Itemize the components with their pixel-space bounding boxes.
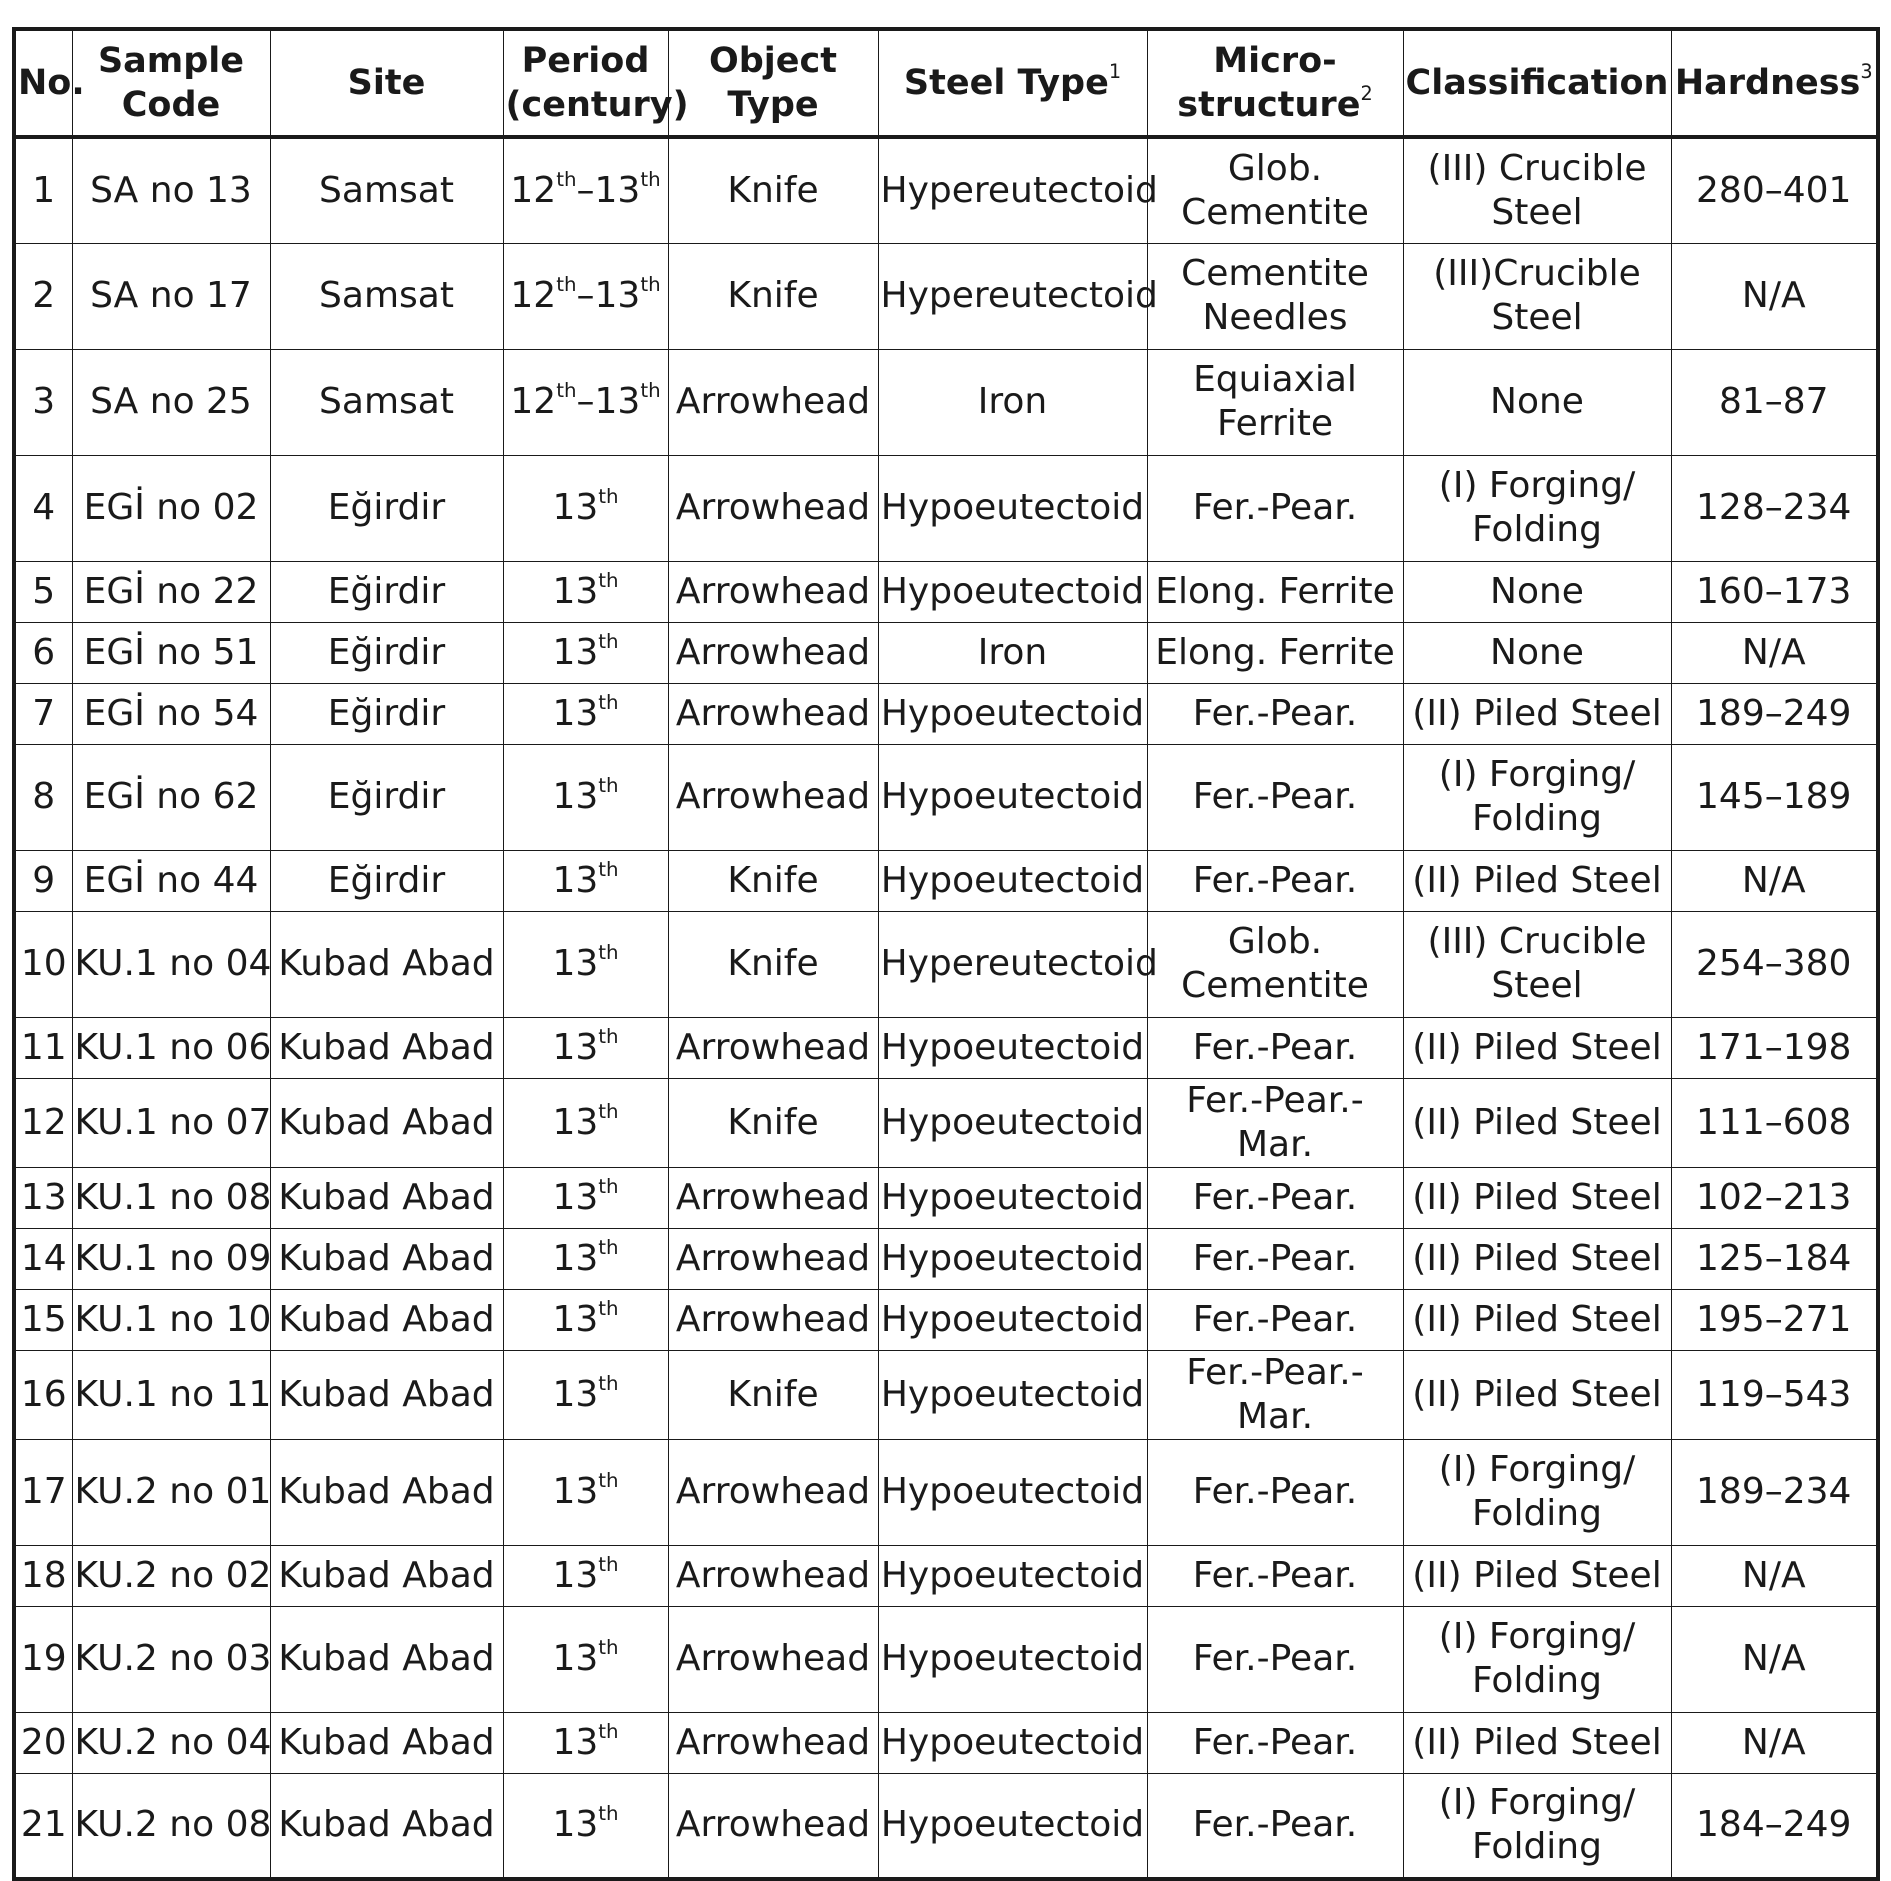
cell-hardness: 195–271 bbox=[1671, 1289, 1878, 1350]
cell-microstructure: Fer.-Pear. bbox=[1147, 1167, 1403, 1228]
cell-steel-type: Hypoeutectoid bbox=[878, 1712, 1147, 1773]
cell-period: 13th bbox=[503, 1078, 668, 1167]
cell-object-type: Arrowhead bbox=[668, 622, 878, 683]
cell-no: 2 bbox=[14, 243, 72, 349]
header-period: Period (century) bbox=[503, 29, 668, 137]
cell-site: Samsat bbox=[270, 137, 503, 243]
cell-hardness: N/A bbox=[1671, 1712, 1878, 1773]
table-row bbox=[14, 683, 1878, 744]
cell-period: 12th–13th bbox=[503, 137, 668, 243]
cell-classification: None bbox=[1403, 349, 1671, 455]
cell-period: 12th–13th bbox=[503, 349, 668, 455]
cell-classification: (II) Piled Steel bbox=[1403, 1078, 1671, 1167]
cell-microstructure: Fer.-Pear. bbox=[1147, 1228, 1403, 1289]
cell-microstructure: Cementite Needles bbox=[1147, 243, 1403, 349]
cell-no: 8 bbox=[14, 744, 72, 850]
cell-object-type: Arrowhead bbox=[668, 455, 878, 561]
cell-site: Kubad Abad bbox=[270, 1078, 503, 1167]
cell-no: 12 bbox=[14, 1078, 72, 1167]
cell-period: 12th–13th bbox=[503, 243, 668, 349]
cell-steel-type: Iron bbox=[878, 349, 1147, 455]
table-row bbox=[14, 850, 1878, 911]
cell-site: Kubad Abad bbox=[270, 1167, 503, 1228]
cell-classification: (I) Forging/ Folding bbox=[1403, 1773, 1671, 1879]
table-row bbox=[14, 243, 1878, 349]
cell-site: Eğirdir bbox=[270, 561, 503, 622]
cell-hardness: 189–249 bbox=[1671, 683, 1878, 744]
cell-sample-code: KU.2 no 03 bbox=[72, 1606, 270, 1712]
cell-microstructure: Glob. Cementite bbox=[1147, 911, 1403, 1017]
cell-microstructure: Fer.-Pear. bbox=[1147, 1017, 1403, 1078]
cell-classification: (II) Piled Steel bbox=[1403, 1017, 1671, 1078]
cell-period: 13th bbox=[503, 1773, 668, 1879]
cell-period: 13th bbox=[503, 1712, 668, 1773]
cell-no: 4 bbox=[14, 455, 72, 561]
cell-no: 3 bbox=[14, 349, 72, 455]
header-classification: Classification bbox=[1403, 29, 1671, 137]
header-no: No. bbox=[14, 29, 72, 137]
cell-steel-type: Hypoeutectoid bbox=[878, 1439, 1147, 1545]
cell-object-type: Knife bbox=[668, 137, 878, 243]
table-row bbox=[14, 1712, 1878, 1773]
cell-microstructure: Fer.-Pear. bbox=[1147, 455, 1403, 561]
cell-period: 13th bbox=[503, 911, 668, 1017]
cell-hardness: 189–234 bbox=[1671, 1439, 1878, 1545]
cell-sample-code: SA no 25 bbox=[72, 349, 270, 455]
cell-classification: (II) Piled Steel bbox=[1403, 1545, 1671, 1606]
table-row bbox=[14, 455, 1878, 561]
cell-no: 11 bbox=[14, 1017, 72, 1078]
cell-no: 15 bbox=[14, 1289, 72, 1350]
cell-site: Samsat bbox=[270, 243, 503, 349]
cell-microstructure: Elong. Ferrite bbox=[1147, 561, 1403, 622]
cell-classification: (III) Crucible Steel bbox=[1403, 911, 1671, 1017]
cell-hardness: 171–198 bbox=[1671, 1017, 1878, 1078]
cell-period: 13th bbox=[503, 1167, 668, 1228]
cell-object-type: Arrowhead bbox=[668, 1773, 878, 1879]
cell-classification: (III) Crucible Steel bbox=[1403, 137, 1671, 243]
cell-period: 13th bbox=[503, 683, 668, 744]
cell-hardness: N/A bbox=[1671, 850, 1878, 911]
cell-period: 13th bbox=[503, 1350, 668, 1439]
cell-site: Eğirdir bbox=[270, 455, 503, 561]
table-row bbox=[14, 561, 1878, 622]
cell-hardness: 254–380 bbox=[1671, 911, 1878, 1017]
cell-steel-type: Hypoeutectoid bbox=[878, 1017, 1147, 1078]
table-body bbox=[14, 137, 1878, 1879]
cell-sample-code: SA no 17 bbox=[72, 243, 270, 349]
cell-classification: (I) Forging/ Folding bbox=[1403, 1606, 1671, 1712]
cell-object-type: Knife bbox=[668, 1078, 878, 1167]
cell-sample-code: EGİ no 22 bbox=[72, 561, 270, 622]
cell-object-type: Arrowhead bbox=[668, 1167, 878, 1228]
cell-steel-type: Hypereutectoid bbox=[878, 137, 1147, 243]
cell-classification: (II) Piled Steel bbox=[1403, 1167, 1671, 1228]
cell-steel-type: Hypoeutectoid bbox=[878, 455, 1147, 561]
cell-no: 5 bbox=[14, 561, 72, 622]
cell-sample-code: KU.1 no 11 bbox=[72, 1350, 270, 1439]
cell-microstructure: Fer.-Pear. bbox=[1147, 1439, 1403, 1545]
cell-sample-code: KU.1 no 04 bbox=[72, 911, 270, 1017]
cell-classification: None bbox=[1403, 622, 1671, 683]
cell-sample-code: SA no 13 bbox=[72, 137, 270, 243]
cell-period: 13th bbox=[503, 561, 668, 622]
cell-classification: (III)Crucible Steel bbox=[1403, 243, 1671, 349]
cell-microstructure: Fer.-Pear. bbox=[1147, 744, 1403, 850]
table-row bbox=[14, 349, 1878, 455]
cell-steel-type: Hypoeutectoid bbox=[878, 1606, 1147, 1712]
cell-classification: None bbox=[1403, 561, 1671, 622]
cell-sample-code: KU.1 no 06 bbox=[72, 1017, 270, 1078]
cell-hardness: 184–249 bbox=[1671, 1773, 1878, 1879]
table-row bbox=[14, 1289, 1878, 1350]
cell-sample-code: KU.1 no 10 bbox=[72, 1289, 270, 1350]
cell-no: 13 bbox=[14, 1167, 72, 1228]
cell-sample-code: KU.2 no 02 bbox=[72, 1545, 270, 1606]
cell-hardness: 125–184 bbox=[1671, 1228, 1878, 1289]
cell-object-type: Arrowhead bbox=[668, 1228, 878, 1289]
cell-hardness: N/A bbox=[1671, 1606, 1878, 1712]
cell-site: Kubad Abad bbox=[270, 1773, 503, 1879]
cell-object-type: Arrowhead bbox=[668, 744, 878, 850]
cell-sample-code: EGİ no 51 bbox=[72, 622, 270, 683]
cell-steel-type: Hypoeutectoid bbox=[878, 744, 1147, 850]
cell-hardness: 128–234 bbox=[1671, 455, 1878, 561]
cell-microstructure: Fer.-Pear. bbox=[1147, 1712, 1403, 1773]
cell-period: 13th bbox=[503, 1228, 668, 1289]
cell-microstructure: Glob. Cementite bbox=[1147, 137, 1403, 243]
table-row bbox=[14, 137, 1878, 243]
cell-steel-type: Hypoeutectoid bbox=[878, 1289, 1147, 1350]
cell-period: 13th bbox=[503, 1545, 668, 1606]
cell-period: 13th bbox=[503, 455, 668, 561]
cell-hardness: 119–543 bbox=[1671, 1350, 1878, 1439]
cell-site: Kubad Abad bbox=[270, 1712, 503, 1773]
cell-site: Kubad Abad bbox=[270, 1350, 503, 1439]
cell-sample-code: KU.1 no 08 bbox=[72, 1167, 270, 1228]
cell-site: Kubad Abad bbox=[270, 1017, 503, 1078]
header-sample-code: Sample Code bbox=[72, 29, 270, 137]
cell-hardness: 81–87 bbox=[1671, 349, 1878, 455]
cell-period: 13th bbox=[503, 622, 668, 683]
cell-object-type: Arrowhead bbox=[668, 1439, 878, 1545]
cell-microstructure: Fer.-Pear. bbox=[1147, 850, 1403, 911]
cell-site: Kubad Abad bbox=[270, 1439, 503, 1545]
cell-object-type: Arrowhead bbox=[668, 1606, 878, 1712]
cell-period: 13th bbox=[503, 1289, 668, 1350]
cell-object-type: Arrowhead bbox=[668, 349, 878, 455]
cell-classification: (II) Piled Steel bbox=[1403, 683, 1671, 744]
data-table bbox=[12, 27, 1880, 1881]
table-row bbox=[14, 744, 1878, 850]
cell-no: 7 bbox=[14, 683, 72, 744]
cell-no: 6 bbox=[14, 622, 72, 683]
cell-site: Eğirdir bbox=[270, 850, 503, 911]
cell-object-type: Arrowhead bbox=[668, 1545, 878, 1606]
cell-site: Samsat bbox=[270, 349, 503, 455]
cell-object-type: Arrowhead bbox=[668, 1712, 878, 1773]
table-row bbox=[14, 1078, 1878, 1167]
cell-steel-type: Hypoeutectoid bbox=[878, 1167, 1147, 1228]
cell-no: 9 bbox=[14, 850, 72, 911]
cell-hardness: N/A bbox=[1671, 243, 1878, 349]
cell-site: Kubad Abad bbox=[270, 1545, 503, 1606]
cell-no: 14 bbox=[14, 1228, 72, 1289]
cell-steel-type: Hypoeutectoid bbox=[878, 1078, 1147, 1167]
header-object-type: Object Type bbox=[668, 29, 878, 137]
cell-object-type: Arrowhead bbox=[668, 1289, 878, 1350]
cell-hardness: 111–608 bbox=[1671, 1078, 1878, 1167]
footnote-marker: 2 bbox=[1360, 82, 1373, 106]
cell-no: 10 bbox=[14, 911, 72, 1017]
cell-steel-type: Hypereutectoid bbox=[878, 911, 1147, 1017]
cell-sample-code: EGİ no 02 bbox=[72, 455, 270, 561]
cell-period: 13th bbox=[503, 1606, 668, 1712]
cell-steel-type: Hypoeutectoid bbox=[878, 683, 1147, 744]
cell-hardness: 145–189 bbox=[1671, 744, 1878, 850]
cell-hardness: 160–173 bbox=[1671, 561, 1878, 622]
cell-no: 20 bbox=[14, 1712, 72, 1773]
cell-microstructure: Fer.-Pear. bbox=[1147, 1289, 1403, 1350]
cell-steel-type: Hypoeutectoid bbox=[878, 1545, 1147, 1606]
cell-sample-code: KU.2 no 08 bbox=[72, 1773, 270, 1879]
cell-classification: (II) Piled Steel bbox=[1403, 850, 1671, 911]
cell-site: Kubad Abad bbox=[270, 1606, 503, 1712]
header-site: Site bbox=[270, 29, 503, 137]
cell-classification: (II) Piled Steel bbox=[1403, 1712, 1671, 1773]
cell-steel-type: Iron bbox=[878, 622, 1147, 683]
cell-period: 13th bbox=[503, 1439, 668, 1545]
cell-site: Kubad Abad bbox=[270, 911, 503, 1017]
cell-no: 1 bbox=[14, 137, 72, 243]
header-row bbox=[14, 29, 1878, 137]
cell-hardness: N/A bbox=[1671, 1545, 1878, 1606]
cell-hardness: 280–401 bbox=[1671, 137, 1878, 243]
table-row bbox=[14, 1167, 1878, 1228]
cell-steel-type: Hypoeutectoid bbox=[878, 1350, 1147, 1439]
cell-microstructure: Fer.-Pear.-Mar. bbox=[1147, 1350, 1403, 1439]
table-row bbox=[14, 1773, 1878, 1879]
cell-steel-type: Hypoeutectoid bbox=[878, 1228, 1147, 1289]
cell-object-type: Knife bbox=[668, 911, 878, 1017]
table-row bbox=[14, 1228, 1878, 1289]
cell-no: 17 bbox=[14, 1439, 72, 1545]
cell-hardness: 102–213 bbox=[1671, 1167, 1878, 1228]
cell-sample-code: KU.2 no 04 bbox=[72, 1712, 270, 1773]
cell-sample-code: EGİ no 54 bbox=[72, 683, 270, 744]
cell-object-type: Arrowhead bbox=[668, 561, 878, 622]
cell-microstructure: Fer.-Pear.-Mar. bbox=[1147, 1078, 1403, 1167]
footnote-marker: 3 bbox=[1860, 60, 1873, 84]
table-row bbox=[14, 1350, 1878, 1439]
cell-microstructure: Fer.-Pear. bbox=[1147, 1773, 1403, 1879]
cell-microstructure: Fer.-Pear. bbox=[1147, 683, 1403, 744]
cell-steel-type: Hypereutectoid bbox=[878, 243, 1147, 349]
cell-microstructure: Fer.-Pear. bbox=[1147, 1545, 1403, 1606]
cell-classification: (II) Piled Steel bbox=[1403, 1228, 1671, 1289]
header-steel-type: Steel Type$^1$ bbox=[878, 29, 1147, 137]
cell-sample-code: KU.1 no 07 bbox=[72, 1078, 270, 1167]
cell-object-type: Arrowhead bbox=[668, 1017, 878, 1078]
cell-object-type: Knife bbox=[668, 1350, 878, 1439]
header-hardness: Hardness$^3$ bbox=[1671, 29, 1878, 137]
cell-microstructure: Elong. Ferrite bbox=[1147, 622, 1403, 683]
cell-steel-type: Hypoeutectoid bbox=[878, 561, 1147, 622]
cell-classification: (II) Piled Steel bbox=[1403, 1289, 1671, 1350]
cell-microstructure: Fer.-Pear. bbox=[1147, 1606, 1403, 1712]
cell-sample-code: EGİ no 62 bbox=[72, 744, 270, 850]
cell-site: Eğirdir bbox=[270, 622, 503, 683]
table-row bbox=[14, 622, 1878, 683]
cell-classification: (I) Forging/ Folding bbox=[1403, 455, 1671, 561]
cell-hardness: N/A bbox=[1671, 622, 1878, 683]
header-microstructure: Micro- structure$^2$ bbox=[1147, 29, 1403, 137]
cell-sample-code: EGİ no 44 bbox=[72, 850, 270, 911]
cell-no: 16 bbox=[14, 1350, 72, 1439]
table-row bbox=[14, 1606, 1878, 1712]
cell-object-type: Arrowhead bbox=[668, 683, 878, 744]
table-row bbox=[14, 1017, 1878, 1078]
table-row bbox=[14, 1439, 1878, 1545]
cell-period: 13th bbox=[503, 1017, 668, 1078]
cell-site: Eğirdir bbox=[270, 744, 503, 850]
cell-steel-type: Hypoeutectoid bbox=[878, 1773, 1147, 1879]
cell-no: 21 bbox=[14, 1773, 72, 1879]
table-row bbox=[14, 911, 1878, 1017]
cell-site: Kubad Abad bbox=[270, 1289, 503, 1350]
cell-site: Kubad Abad bbox=[270, 1228, 503, 1289]
footnote-marker: 1 bbox=[1108, 60, 1122, 84]
cell-object-type: Knife bbox=[668, 243, 878, 349]
cell-classification: (I) Forging/ Folding bbox=[1403, 1439, 1671, 1545]
cell-sample-code: KU.1 no 09 bbox=[72, 1228, 270, 1289]
cell-classification: (I) Forging/ Folding bbox=[1403, 744, 1671, 850]
cell-classification: (II) Piled Steel bbox=[1403, 1350, 1671, 1439]
cell-sample-code: KU.2 no 01 bbox=[72, 1439, 270, 1545]
cell-no: 18 bbox=[14, 1545, 72, 1606]
cell-no: 19 bbox=[14, 1606, 72, 1712]
cell-site: Eğirdir bbox=[270, 683, 503, 744]
cell-period: 13th bbox=[503, 850, 668, 911]
cell-steel-type: Hypoeutectoid bbox=[878, 850, 1147, 911]
cell-object-type: Knife bbox=[668, 850, 878, 911]
table-row bbox=[14, 1545, 1878, 1606]
cell-period: 13th bbox=[503, 744, 668, 850]
cell-microstructure: Equiaxial Ferrite bbox=[1147, 349, 1403, 455]
